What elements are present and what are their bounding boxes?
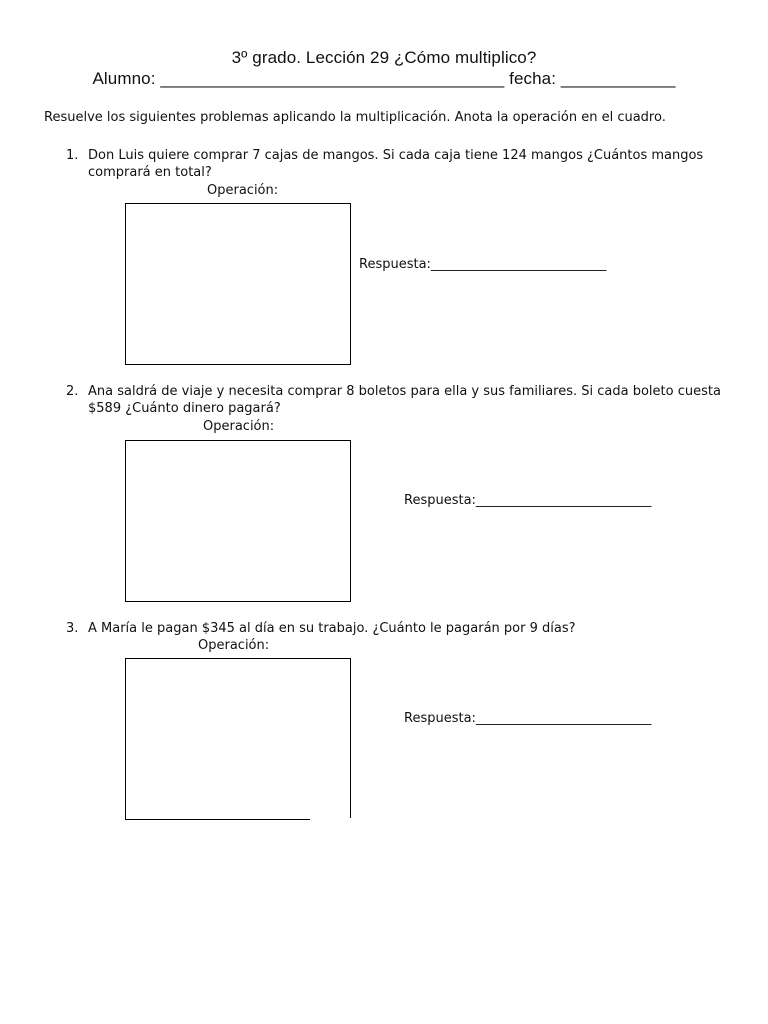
problem-text: A María le pagan $345 al día en su trabajo. ¿Cuánto le pagarán por 9 días? xyxy=(88,621,576,636)
problem-number: 1. xyxy=(66,148,79,163)
problem-number: 3. xyxy=(66,621,79,636)
operation-box[interactable] xyxy=(125,440,351,602)
answer-line[interactable]: Respuesta:___________________________ xyxy=(404,711,652,726)
worksheet-title: 3º grado. Lección 29 ¿Cómo multiplico? xyxy=(231,48,537,67)
student-name-date-line[interactable]: Alumno: ____________________________________ fecha: ____________ xyxy=(92,69,676,88)
operation-label: Operación: xyxy=(198,638,270,653)
answer-line[interactable]: Respuesta:___________________________ xyxy=(359,257,607,272)
operation-label: Operación: xyxy=(203,419,275,434)
box-border-gap xyxy=(310,818,420,821)
instructions: Resuelve los siguientes problemas aplicando la multiplicación. Anota la operación en el cuadro. xyxy=(44,110,666,125)
operation-label: Operación: xyxy=(207,183,279,198)
operation-box[interactable] xyxy=(125,203,351,365)
operation-box[interactable] xyxy=(125,658,351,820)
answer-line[interactable]: Respuesta:___________________________ xyxy=(404,493,652,508)
problem-number: 2. xyxy=(66,384,79,399)
problem-text: Ana saldrá de viaje y necesita comprar 8 boletos para ella y sus familiares. Si cada boleto cuesta $589 ¿Cuánto dinero pagará? xyxy=(88,384,721,416)
problem-text: Don Luis quiere comprar 7 cajas de mangos. Si cada caja tiene 124 mangos ¿Cuántos mangos comprará en total? xyxy=(88,148,704,180)
